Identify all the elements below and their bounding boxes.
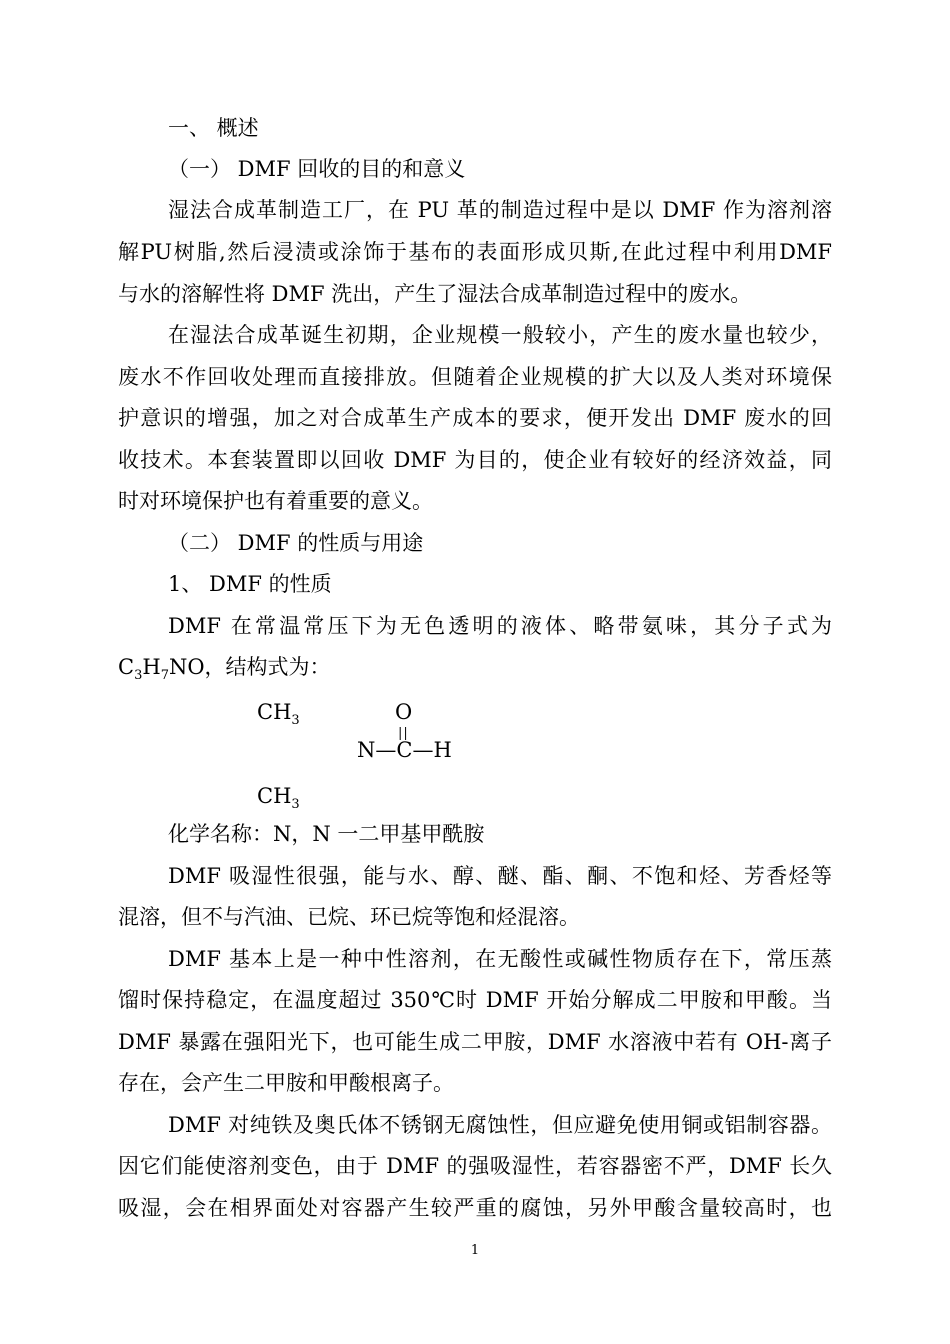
paragraph-1-line: 湿法合成革制造工厂，在 PU 革的制造过程中是以 DMF 作为溶剂溶 (168, 198, 832, 222)
oxygen-atom: O (395, 700, 413, 724)
methyl-subscript: 3 (291, 713, 300, 728)
paragraph-6-line: 吸湿，会在相界面处对容器产生较严重的腐蚀，另外甲酸含量较高时，也 (118, 1196, 832, 1220)
methyl-subscript: 3 (291, 797, 300, 812)
methyl-ch: CH (257, 700, 292, 724)
paragraph-5-line: 馏时保持稳定，在温度超过 350℃时 DMF 开始分解成二甲胺和甲酸。当 (118, 988, 832, 1012)
amide-chain: N—C—H (357, 738, 452, 762)
paragraph-1-line: 解PU树脂,然后浸渍或涂饰于基布的表面形成贝斯,在此过程中利用DMF (118, 240, 832, 264)
formula-rest: NO，结构式为： (168, 655, 331, 679)
subheading-properties: 1、 DMF 的性质 (168, 572, 332, 596)
paragraph-3-line: DMF 在常温常压下为无色透明的液体、略带氨味，其分子式为 (168, 614, 832, 638)
formula-h-subscript: 7 (160, 668, 169, 683)
paragraph-2-line: 收技术。本套装置即以回收 DMF 为目的，使企业有较好的经济效益，同 (118, 448, 832, 472)
paragraph-4-line: 混溶，但不与汽油、已烷、环已烷等饱和烃混溶。 (118, 905, 580, 929)
section-heading: 一、 概述 (168, 116, 259, 140)
paragraph-2-line: 在湿法合成革诞生初期，企业规模一般较小，产生的废水量也较少， (168, 323, 832, 347)
formula-c: C (118, 655, 135, 679)
methyl-group-bottom (257, 784, 300, 812)
paragraph-6-line: DMF 对纯铁及奥氏体不锈钢无腐蚀性，但应避免使用铜或铝制容器。 (168, 1113, 832, 1137)
paragraph-2-line: 护意识的增强，加之对合成革生产成本的要求，便开发出 DMF 废水的回 (118, 406, 832, 430)
formula-h: H (142, 655, 161, 679)
page-number: 1 (470, 1243, 480, 1258)
subheading-properties-uses: （二） DMF 的性质与用途 (168, 531, 424, 555)
paragraph-2-line: 时对环境保护也有着重要的意义。 (118, 489, 433, 513)
paragraph-6-line: 因它们能使溶剂变色，由于 DMF 的强吸湿性，若容器密不严，DMF 长久 (118, 1154, 832, 1178)
double-bond: || (398, 726, 409, 741)
methyl-group-top (257, 700, 300, 728)
paragraph-2-line: 废水不作回收处理而直接排放。但随着企业规模的扩大以及人类对环境保 (118, 365, 832, 389)
molecular-formula-line (118, 652, 832, 682)
methyl-ch: CH (257, 784, 292, 808)
paragraph-5-line: DMF 基本上是一种中性溶剂，在无酸性或碱性物质存在下，常压蒸 (168, 947, 832, 971)
chemical-name: 化学名称：N，N 一二甲基甲酰胺 (168, 822, 485, 846)
subheading-purpose: （一） DMF 回收的目的和意义 (168, 157, 466, 181)
paragraph-5-line: DMF 暴露在强阳光下，也可能生成二甲胺，DMF 水溶液中若有 OH-离子 (118, 1030, 832, 1054)
paragraph-1-line: 与水的溶解性将 DMF 洗出，产生了湿法合成革制造过程中的废水。 (118, 282, 752, 306)
paragraph-5-line: 存在，会产生二甲胺和甲酸根离子。 (118, 1071, 454, 1095)
formula-c-subscript: 3 (134, 668, 143, 683)
paragraph-4-line: DMF 吸湿性很强，能与水、醇、醚、酯、酮、不饱和烃、芳香烃等 (168, 864, 832, 888)
